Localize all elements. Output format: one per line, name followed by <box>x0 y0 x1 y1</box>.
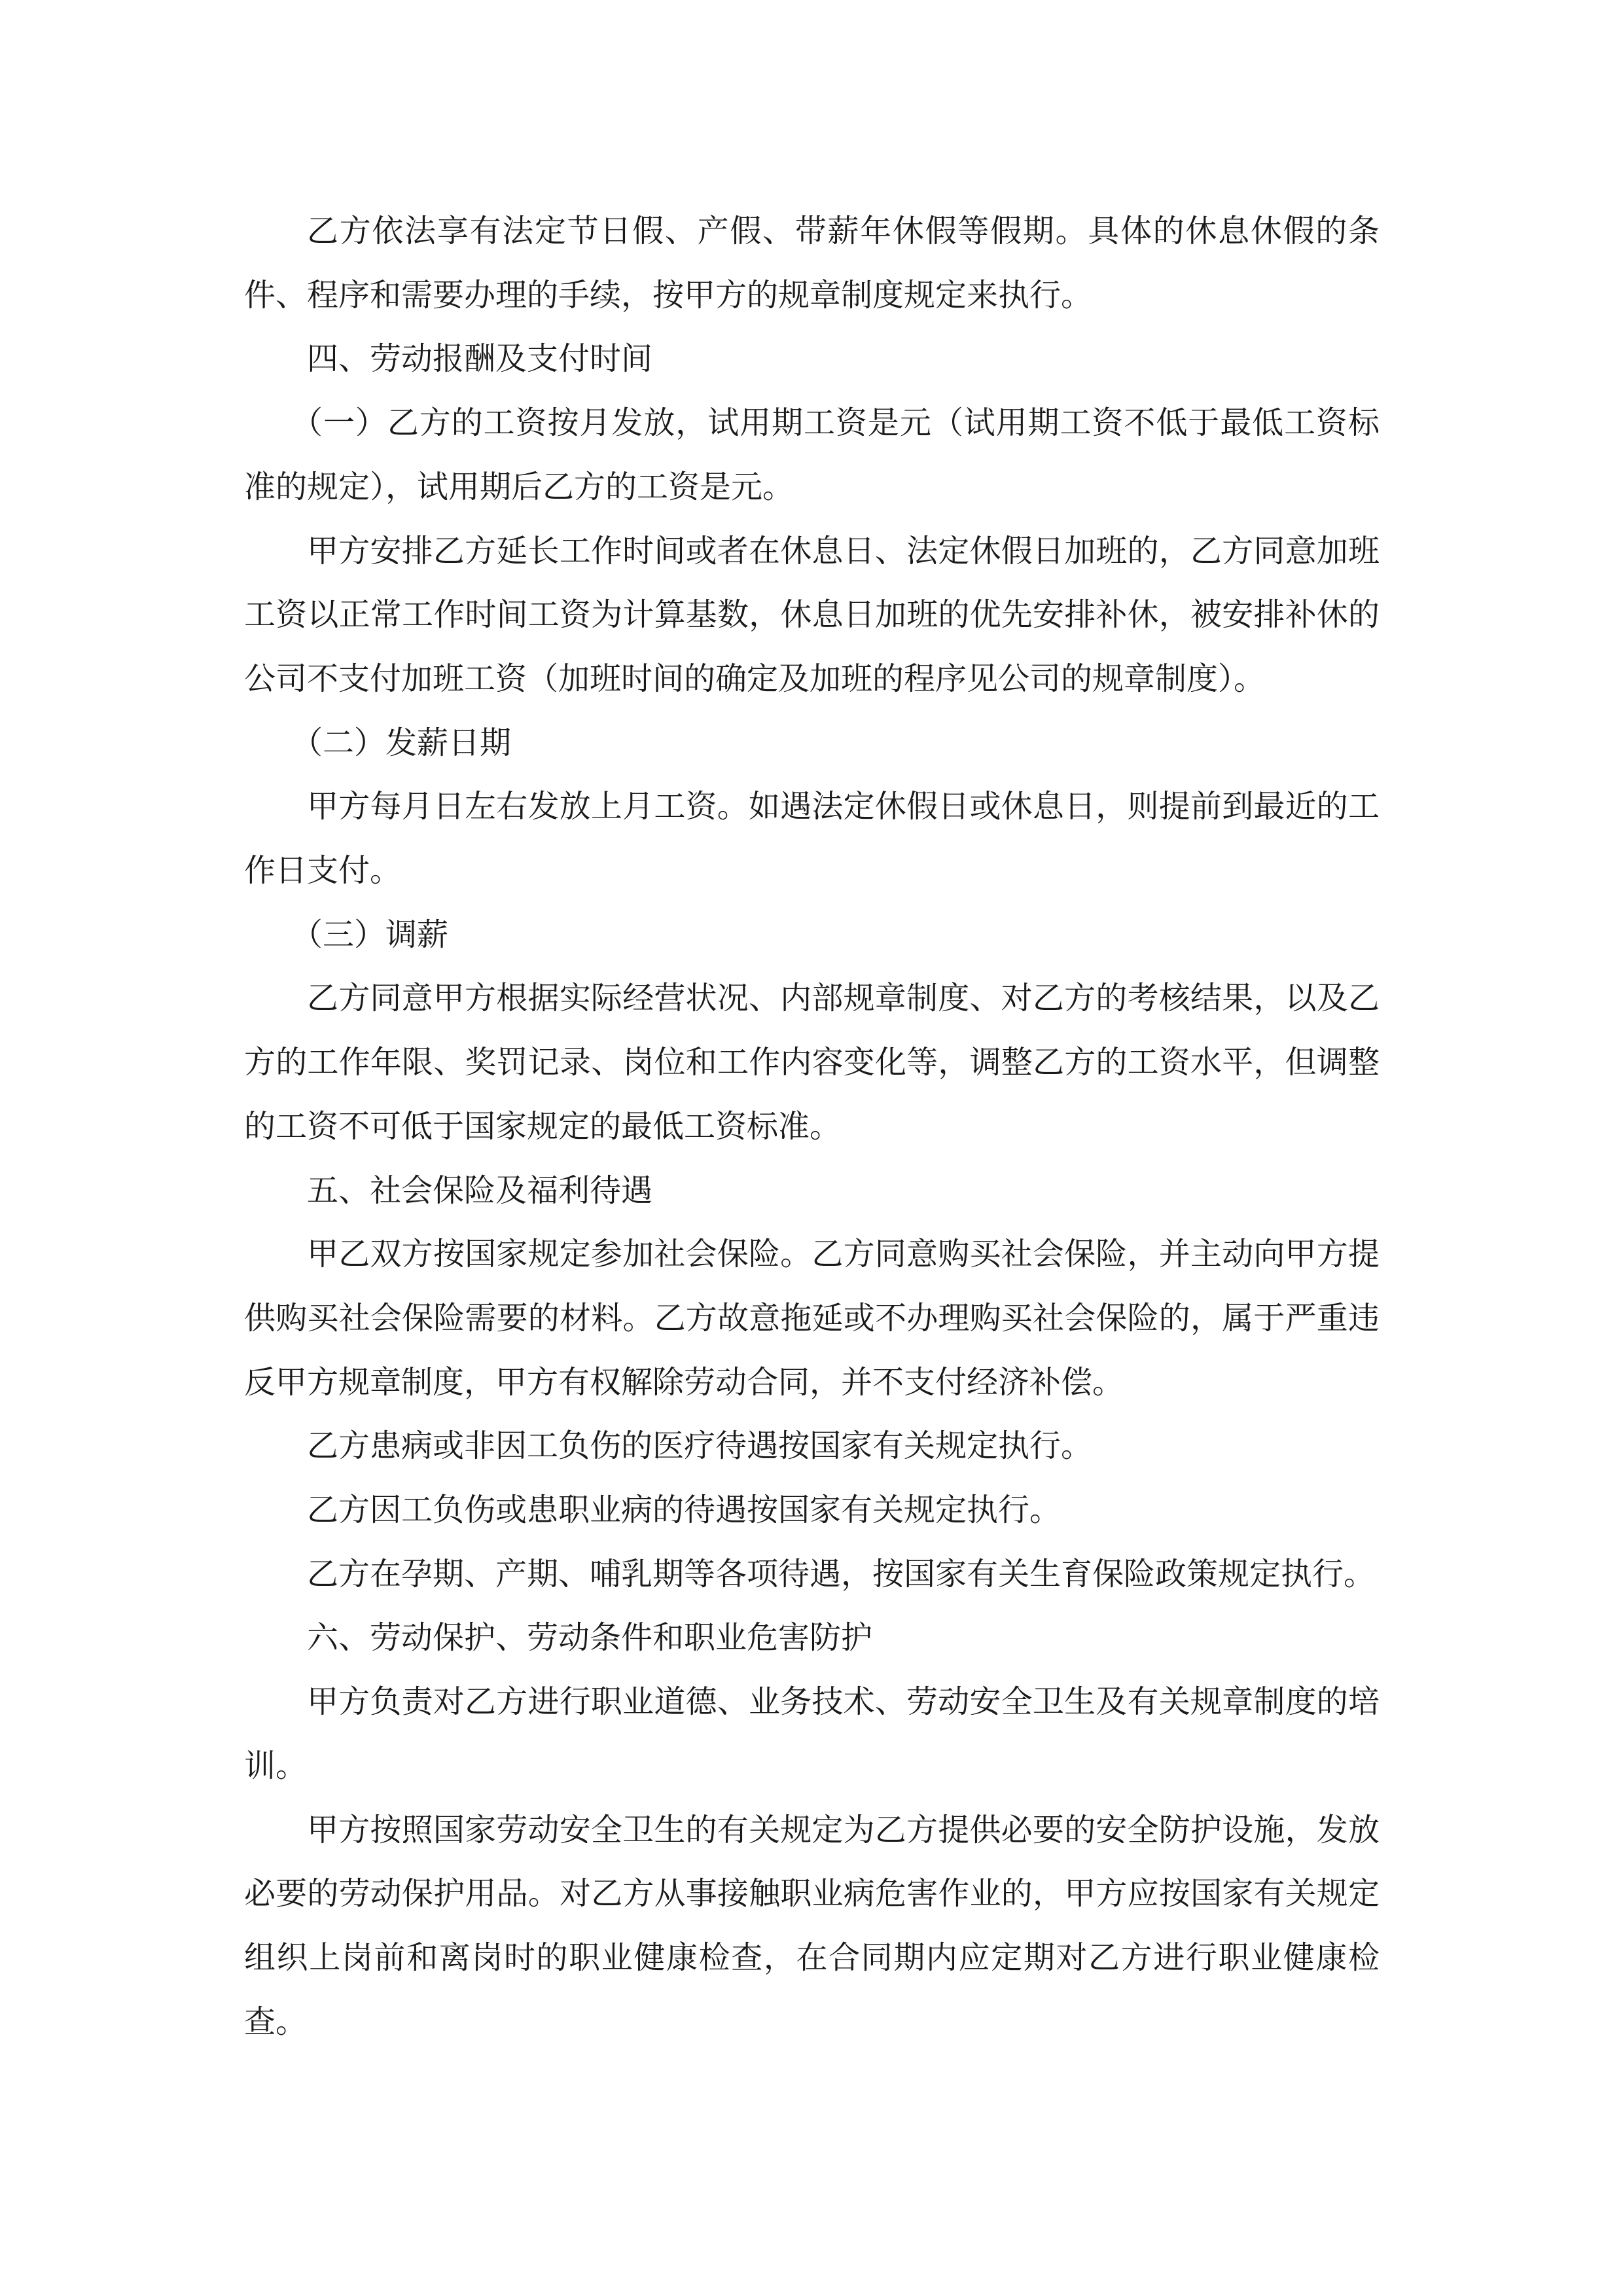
paragraph-overtime: 甲方安排乙方延长工作时间或者在休息日、法定休假日加班的，乙方同意加班工资以正常工作时间工资为计算基数，休息日加班的优先安排补休，被安排补休的公司不支付加班工资（加班时间的确定及加班的程序见公司的规章制度）。 <box>244 532 1380 697</box>
subheading-salary-adjustment: （三）调薪 <box>291 916 449 953</box>
section-heading-social-insurance: 五、社会保险及福利待遇 <box>307 1172 653 1209</box>
section-heading-remuneration: 四、劳动报酬及支付时间 <box>307 340 653 378</box>
paragraph-salary-adjustment: 乙方同意甲方根据实际经营状况、内部规章制度、对乙方的考核结果，以及乙方的工作年限、奖罚记录、岗位和工作内容变化等，调整乙方的工资水平，但调整的工资不可低于国家规定的最低工资标准。 <box>244 980 1380 1145</box>
paragraph-social-insurance: 甲乙双方按国家规定参加社会保险。乙方同意购买社会保险，并主动向甲方提供购买社会保险需要的材料。乙方故意拖延或不办理购买社会保险的，属于严重违反甲方规章制度，甲方有权解除劳动合同，并不支付经济补偿。 <box>244 1236 1380 1401</box>
paragraph-leave-rights: 乙方依法享有法定节日假、产假、带薪年休假等假期。具体的休息休假的条件、程序和需要办理的手续，按甲方的规章制度规定来执行。 <box>244 213 1380 314</box>
subheading-pay-date: （二）发薪日期 <box>291 724 512 761</box>
section-heading-labor-protection: 六、劳动保护、劳动条件和职业危害防护 <box>307 1619 873 1657</box>
paragraph-work-injury: 乙方因工负伤或患职业病的待遇按国家有关规定执行。 <box>307 1492 1061 1529</box>
paragraph-pay-date: 甲方每月日左右发放上月工资。如遇法定休假日或休息日，则提前到最近的工作日支付。 <box>244 788 1380 889</box>
paragraph-monthly-salary: （一）乙方的工资按月发放，试用期工资是元（试用期工资不低于最低工资标准的规定），试用期后乙方的工资是元。 <box>244 404 1380 505</box>
paragraph-maternity: 乙方在孕期、产期、哺乳期等各项待遇，按国家有关生育保险政策规定执行。 <box>307 1555 1376 1592</box>
paragraph-safety-facilities: 甲方按照国家劳动安全卫生的有关规定为乙方提供必要的安全防护设施，发放必要的劳动保护用品。对乙方从事接触职业病危害作业的，甲方应按国家有关规定组织上岗前和离岗时的职业健康检查，在合同期内应定期对乙方进行职业健康检查。 <box>244 1811 1380 2040</box>
document-page <box>244 200 1380 2054</box>
paragraph-illness-treatment: 乙方患病或非因工负伤的医疗待遇按国家有关规定执行。 <box>307 1427 1093 1465</box>
paragraph-training: 甲方负责对乙方进行职业道德、业务技术、劳动安全卫生及有关规章制度的培训。 <box>244 1683 1380 1784</box>
